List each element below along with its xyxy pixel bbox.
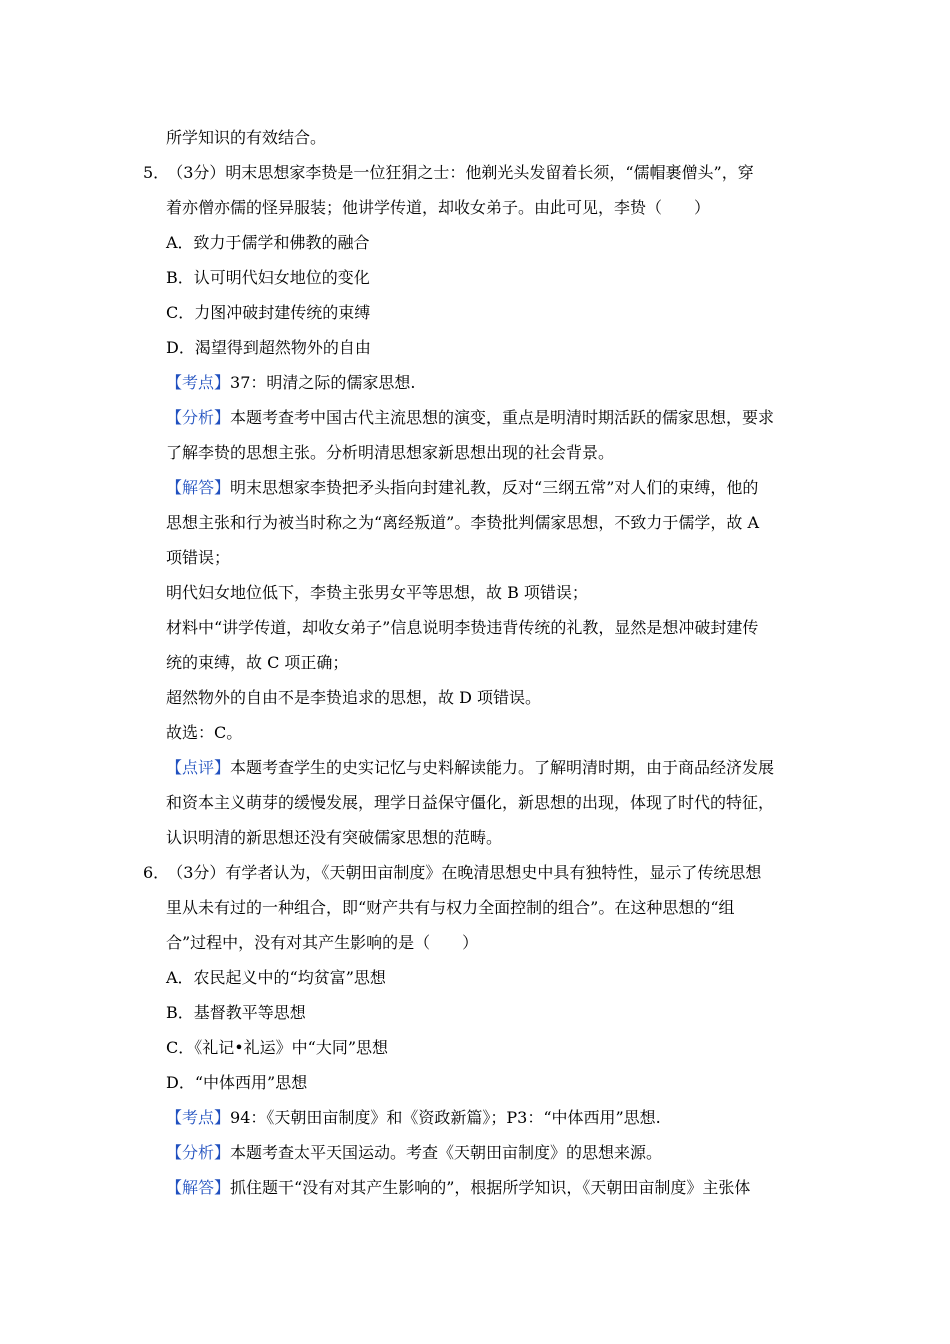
line-text: B．认可明代妇女地位的变化: [166, 268, 370, 287]
text-line: [166, 443, 614, 463]
line-text: （3分）明末思想家李贽是一位狂狷之士：他剃光头发留着长须，“儒帽裹僧头”，穿: [175, 163, 754, 182]
line-text: C．力图冲破封建传统的束缚: [166, 303, 371, 322]
line-text: B．基督教平等思想: [166, 1003, 306, 1022]
line-text: 了解李贽的思想主张。分析明清思想家新思想出现的社会背景。: [166, 443, 615, 462]
line-text: 材料中“讲学传道，却收女弟子”信息说明李贽违背传统的礼教，显然是想冲破封建传: [166, 618, 759, 637]
section-line: [166, 1178, 750, 1198]
text-line: [166, 1073, 307, 1093]
line-text: 着亦僧亦儒的怪异服装；他讲学传道，却收女弟子。由此可见，李贽（ ）: [166, 198, 711, 217]
line-text: 思想主张和行为被当时称之为“离经叛道”。李贽批判儒家思想，不致力于儒学，故 A: [166, 513, 760, 532]
section-tag: 【分析】: [166, 408, 231, 427]
section-tag: 【分析】: [166, 1143, 231, 1162]
text-line: [166, 583, 588, 603]
line-text: 和资本主义萌芽的缓慢发展，理学日益保守僵化，新思想的出现，体现了时代的特征，: [166, 793, 775, 812]
line-text: 合”过程中，没有对其产生影响的是（ ）: [166, 933, 479, 952]
line-text: 94：《天朝田亩制度》和《资政新篇》；P3：“中体西用”思想.: [230, 1108, 661, 1127]
line-text: 项错误；: [166, 548, 231, 567]
text-line: [166, 1003, 306, 1023]
line-text: 明末思想家李贽把矛头指向封建礼教，反对“三纲五常”对人们的束缚，他的: [230, 478, 759, 497]
section-line: [166, 478, 758, 498]
text-line: [166, 268, 370, 288]
section-line: [166, 758, 774, 778]
text-line: [166, 233, 370, 253]
section-line: [166, 408, 774, 428]
text-line: [166, 618, 758, 638]
line-text: A．农民起义中的“均贫富”思想: [166, 968, 386, 987]
text-line: [166, 303, 370, 323]
text-line: [166, 338, 371, 358]
line-text: 超然物外的自由不是李贽追求的思想，故 D 项错误。: [166, 688, 542, 707]
line-text: （3分）有学者认为，《天朝田亩制度》在晚清思想史中具有独特性，显示了传统思想: [175, 863, 762, 882]
line-text: 37：明清之际的儒家思想.: [230, 373, 416, 392]
section-tag: 【解答】: [166, 478, 231, 497]
line-text: 故选：C。: [166, 723, 243, 742]
question-number: 5．: [143, 163, 170, 182]
line-text: 统的束缚，故 C 项正确；: [166, 653, 349, 672]
line-text: C．《礼记•礼运》中“大同”思想: [166, 1038, 389, 1057]
section-line: [166, 373, 415, 393]
text-line: [166, 653, 348, 673]
section-line: [166, 1143, 662, 1163]
line-text: D．“中体西用”思想: [166, 1073, 308, 1092]
text-line: [166, 1038, 388, 1058]
section-tag: 【解答】: [166, 1178, 231, 1197]
text-line: [166, 723, 242, 743]
text-line: [166, 968, 386, 988]
line-text: D．渴望得到超然物外的自由: [166, 338, 371, 357]
text-line: [166, 828, 502, 848]
section-line: [166, 1108, 661, 1128]
line-text: 所学知识的有效结合。: [166, 128, 327, 147]
question-number: 6．: [143, 863, 170, 882]
line-text: 明代妇女地位低下，李贽主张男女平等思想，故 B 项错误；: [166, 583, 588, 602]
section-tag: 【考点】: [166, 1108, 231, 1127]
text-line: [166, 898, 735, 918]
text-line: [166, 548, 230, 568]
text-line: [166, 688, 541, 708]
line-text: 认识明清的新思想还没有突破儒家思想的范畴。: [166, 828, 503, 847]
line-text: 本题考查学生的史实记忆与史料解读能力。了解明清时期，由于商品经济发展: [230, 758, 775, 777]
line-text: A．致力于儒学和佛教的融合: [166, 233, 370, 252]
text-line: [166, 198, 710, 218]
text-line: [166, 933, 478, 953]
section-tag: 【考点】: [166, 373, 231, 392]
question-line: [143, 863, 761, 883]
text-line: [166, 513, 759, 533]
text-line: [166, 793, 774, 813]
section-tag: 【点评】: [166, 758, 231, 777]
line-text: 抓住题干“没有对其产生影响的”，根据所学知识，《天朝田亩制度》主张体: [230, 1178, 751, 1197]
text-line: [166, 128, 326, 148]
line-text: 里从未有过的一种组合，即“财产共有与权力全面控制的组合”。在这种思想的“组: [166, 898, 735, 917]
question-line: [143, 163, 754, 183]
line-text: 本题考查考中国古代主流思想的演变，重点是明清时期活跃的儒家思想，要求: [230, 408, 775, 427]
line-text: 本题考查太平天国运动。考查《天朝田亩制度》的思想来源。: [230, 1143, 663, 1162]
